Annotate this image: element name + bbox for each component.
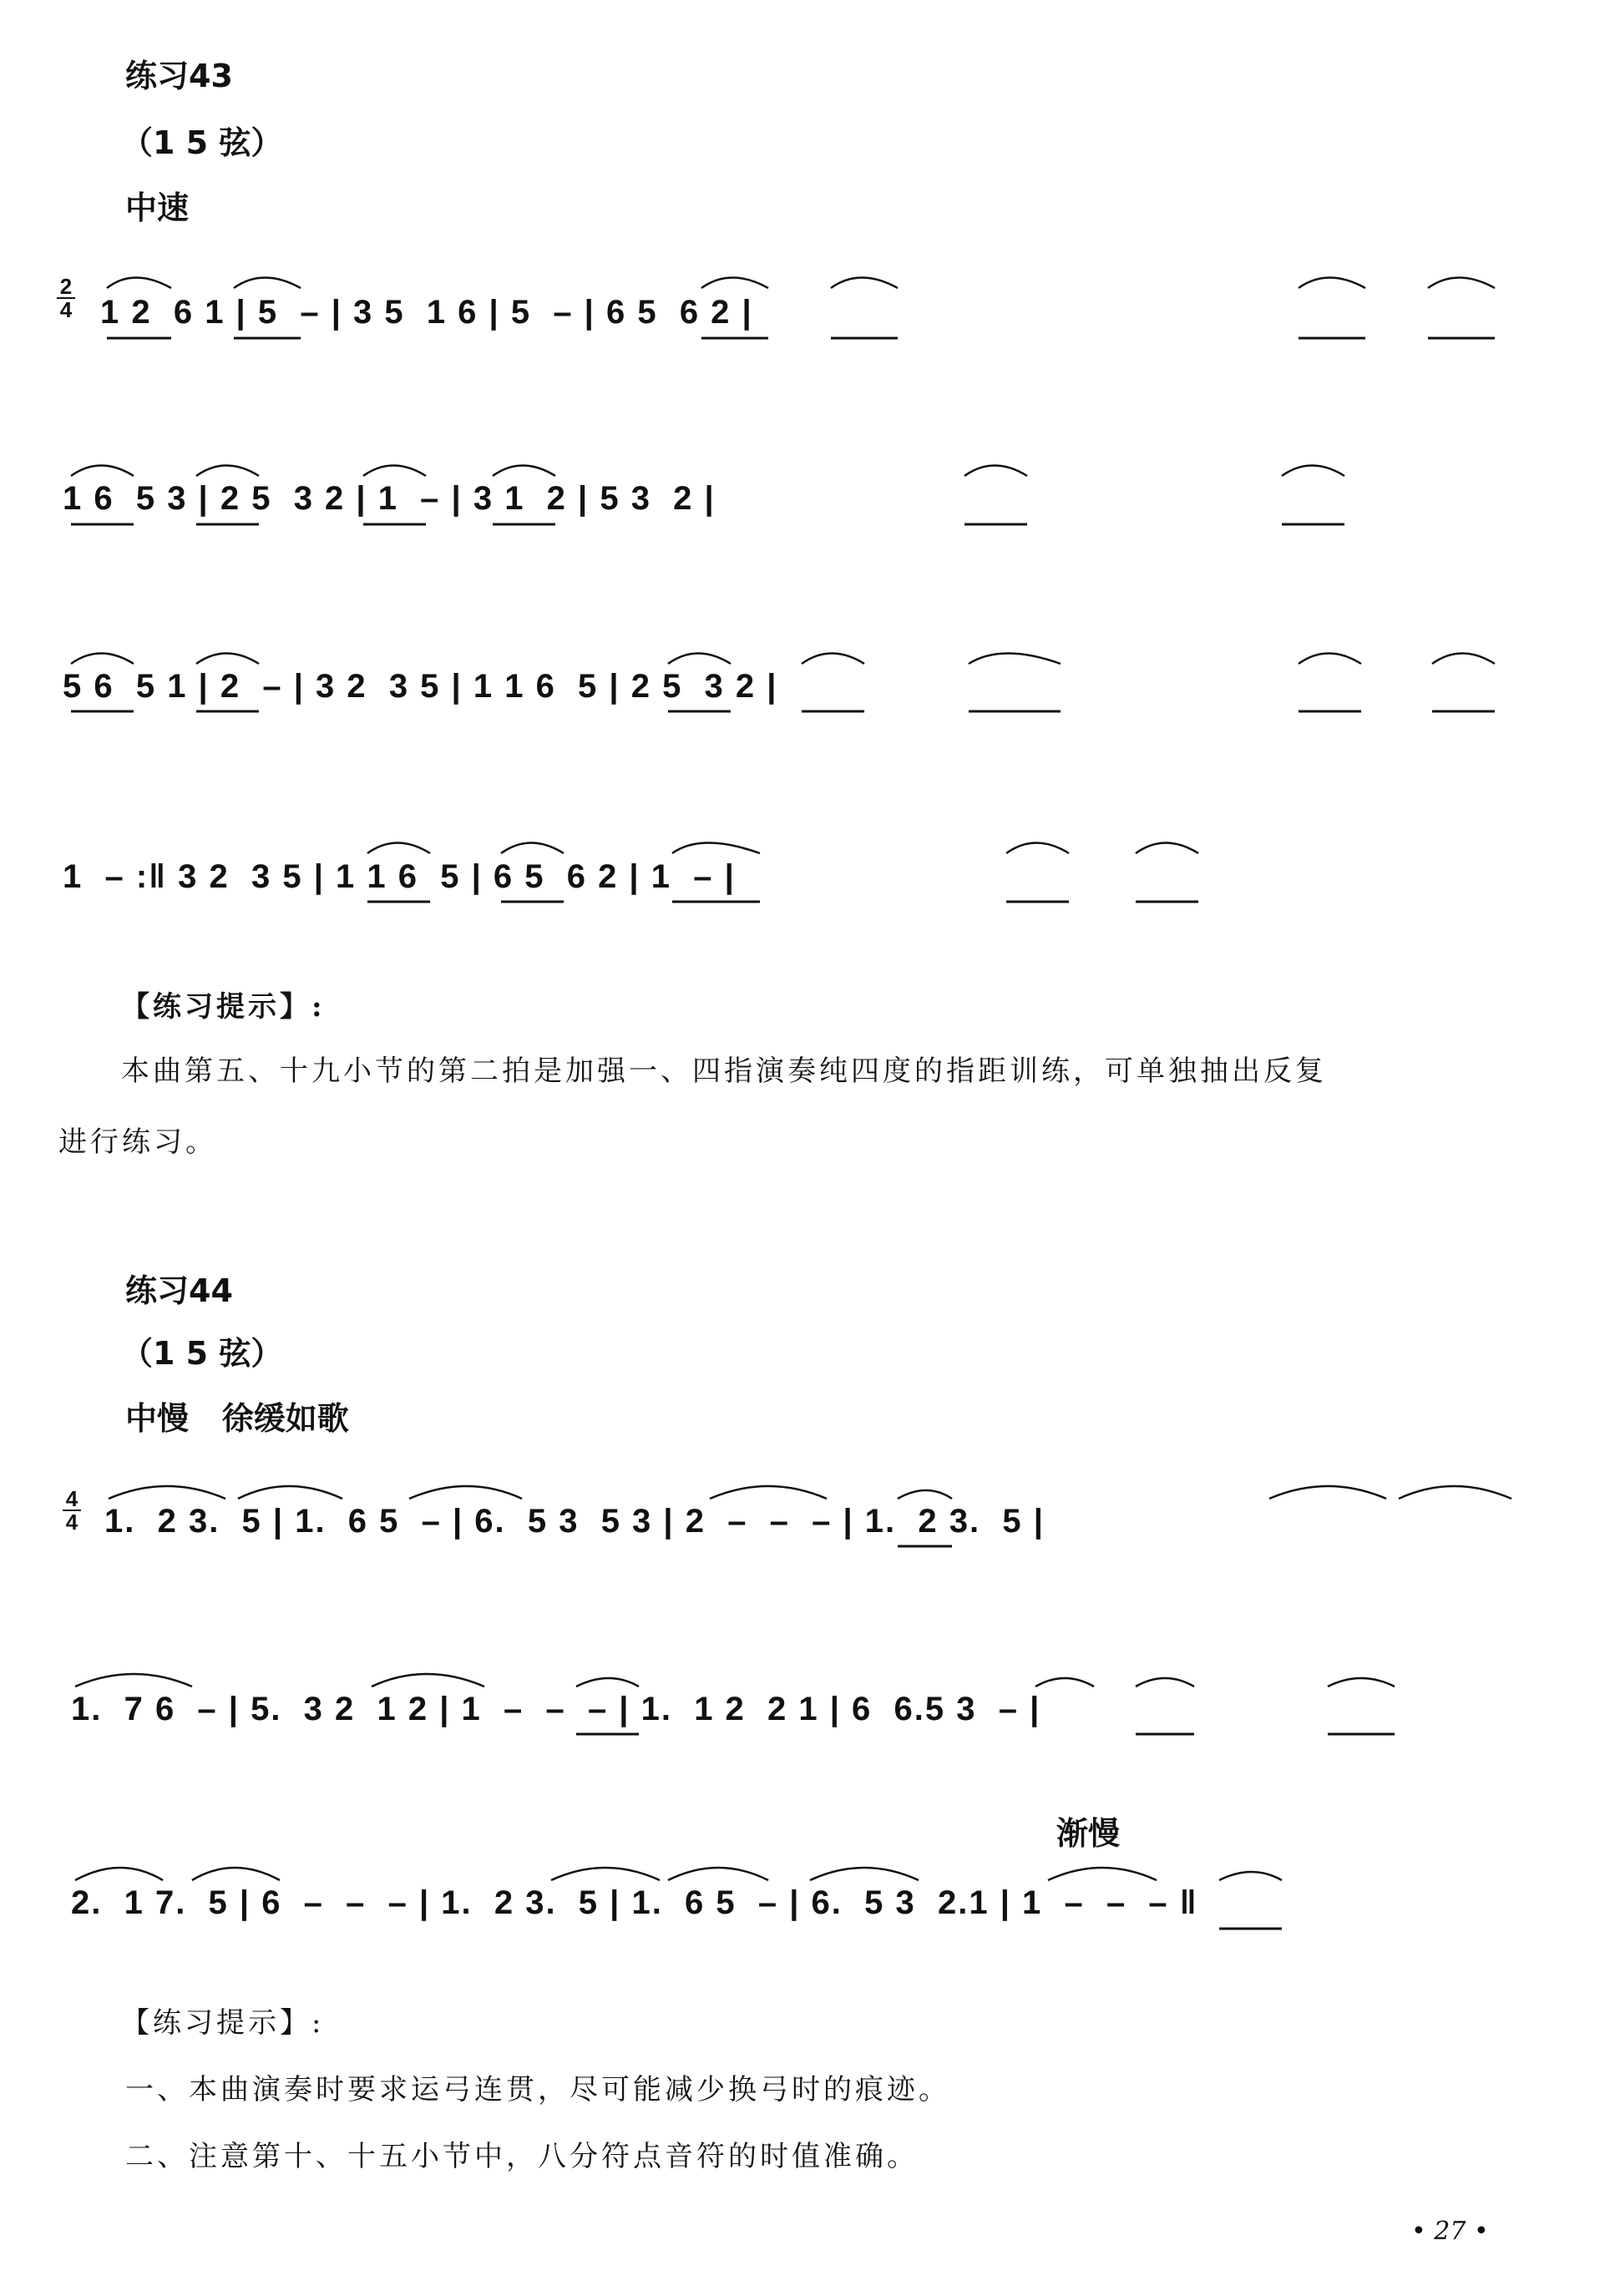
time-signature-4-4: 4 4 xyxy=(63,1488,81,1533)
ex44-score-line-1: 1. 2 3. 5 | 1. 6 5 – | 6. 5 3 5 3 | 2 – – – | 1. 2 3. 5 | xyxy=(104,1503,1045,1540)
ex43-score-line-4: 1 – :‖ 3 2 3 5 | 1 1 6 5 | 6 5 6 2 | 1 – | xyxy=(63,858,736,895)
ex44-tip-line-1: 一、本曲演奏时要求运弓连贯，尽可能减少换弓时的痕迹。 xyxy=(125,2073,950,2106)
ex43-score-line-3: 5 6 5 1 | 2 – | 3 2 3 5 | 1 1 6 5 | 2 5 3 2 | xyxy=(63,668,778,705)
page-number: • 27 • xyxy=(1411,2217,1489,2246)
ex44-rit-marking: 渐慢 xyxy=(1056,1815,1121,1852)
exercise-44-tempo: 中慢 徐缓如歌 xyxy=(125,1400,349,1437)
ex43-tip-heading: 【练习提示】: xyxy=(121,990,326,1024)
exercise-44-strings: （1 5 弦） xyxy=(121,1335,283,1372)
exercise-43-tempo: 中速 xyxy=(125,190,190,226)
ex44-score-line-2: 1. 7 6 – | 5. 3 2 1 2 | 1 – – – | 1. 1 2 2 1 | 6 6.5 3 – | xyxy=(71,1691,1041,1727)
ex43-score-line-2: 1 6 5 3 | 2 5 3 2 | 1 – | 3 1 2 | 5 3 2 | xyxy=(63,480,716,517)
ex43-tip-line-2: 进行练习。 xyxy=(58,1125,217,1159)
ex43-tip-line-1: 本曲第五、十九小节的第二拍是加强一、四指演奏纯四度的指距训练，可单独抽出反复 xyxy=(121,1054,1327,1088)
exercise-43-title: 练习43 xyxy=(125,58,233,94)
ex43-score-line-1: 1 2 6 1 | 5 – | 3 5 1 6 | 5 – | 6 5 6 2 | xyxy=(100,294,753,331)
exercise-43-strings: （1 5 弦） xyxy=(121,124,283,161)
ex43-slur-marks xyxy=(0,0,1615,1002)
exercise-44-title: 练习44 xyxy=(125,1272,233,1309)
ex44-tip-line-2: 二、注意第十、十五小节中，八分符点音符的时值准确。 xyxy=(125,2140,919,2173)
ex44-score-line-3: 2. 1 7. 5 | 6 – – – | 1. 2 3. 5 | 1. 6 5 – | 6. 5 3 2.1 | 1 – – – ‖ xyxy=(71,1884,1198,1921)
ex44-tip-heading: 【练习提示】: xyxy=(121,2006,325,2040)
ex44-slur-marks xyxy=(0,1419,1615,1962)
time-signature-2-4: 2 4 xyxy=(57,276,75,321)
